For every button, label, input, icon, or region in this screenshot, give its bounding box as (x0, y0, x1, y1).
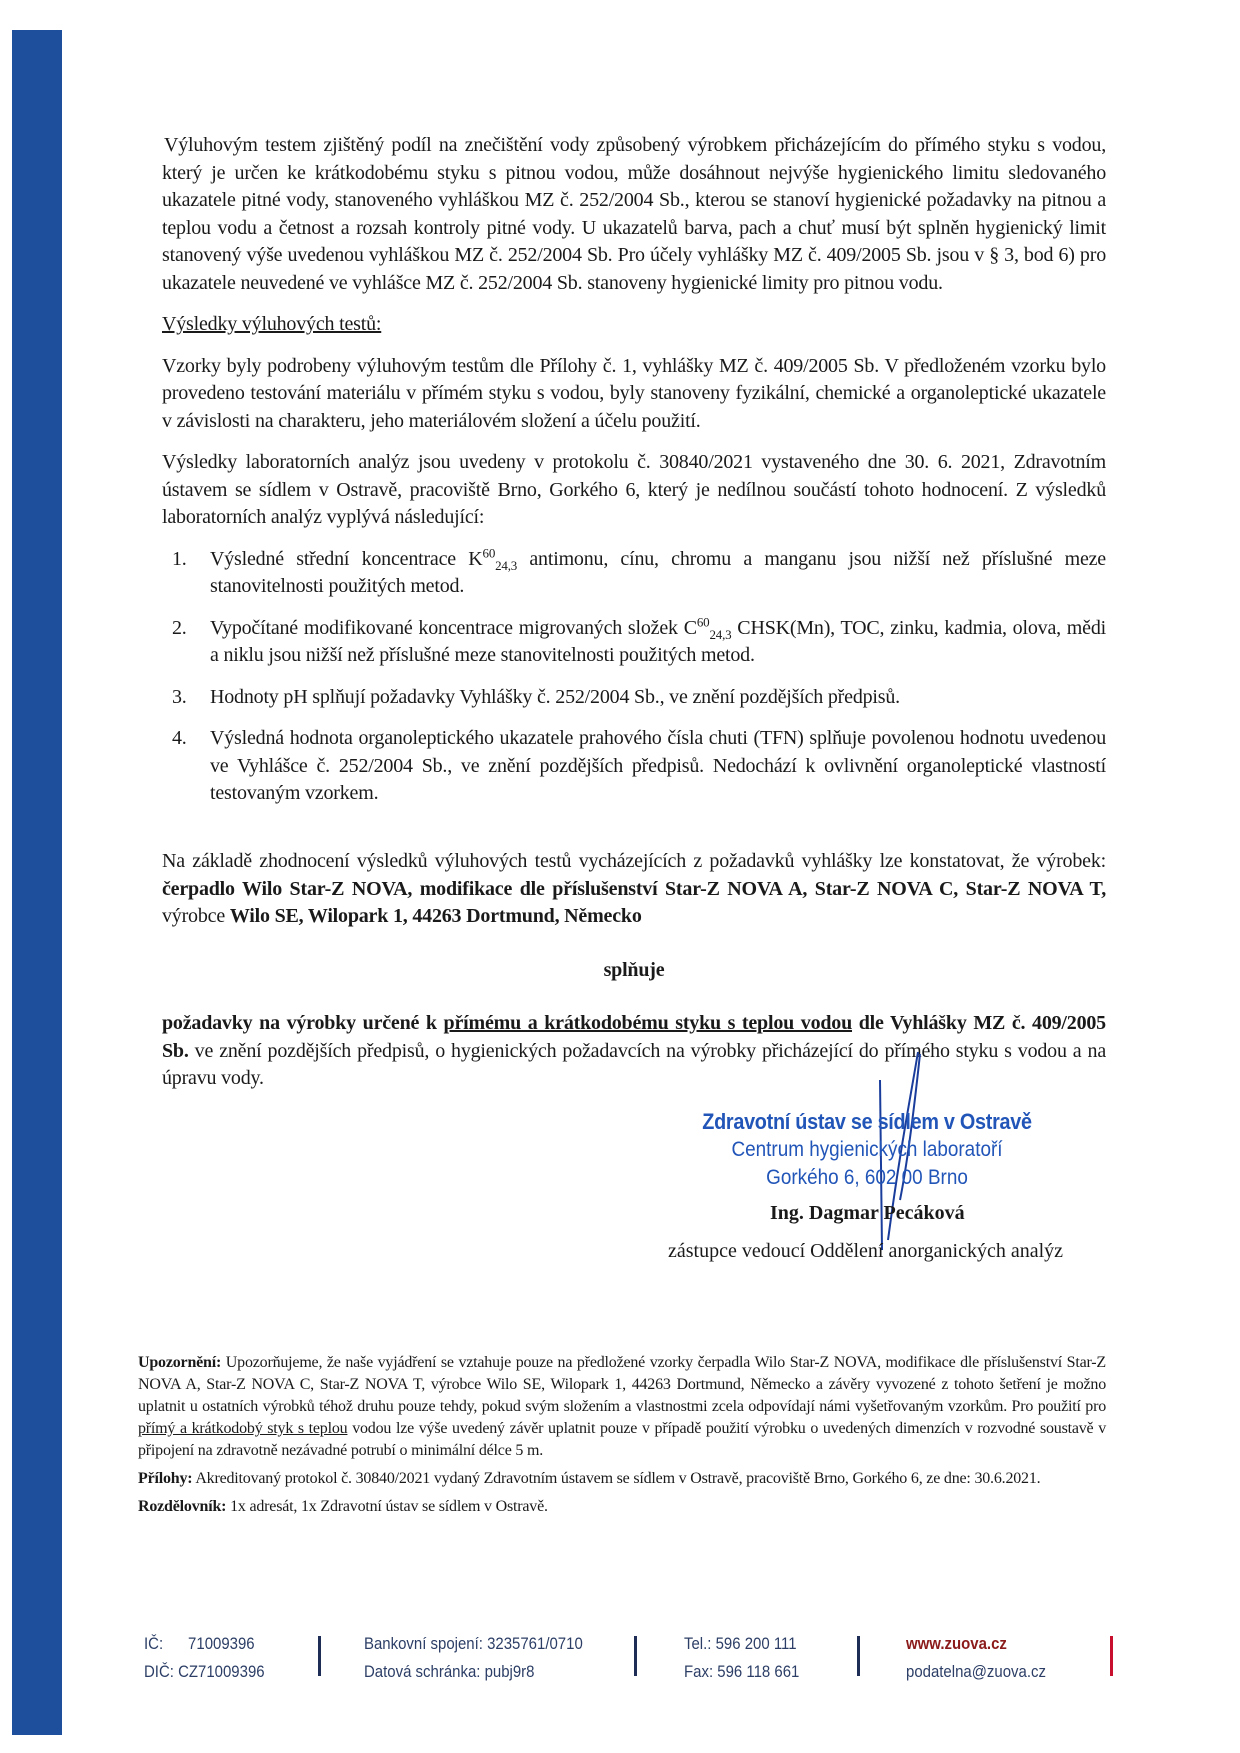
notice-paragraph: Upozornění: Upozorňujeme, že naše vyjádření se vztahuje pouze na předložené vzorky čerpadla Wilo Star-Z NOVA, modifikace dle příslušenství Star-Z NOVA A, Star-Z NOVA C, Star-Z NOVA T, výrobce Wilo SE, Wilopark 1, 44263 Dortmund, Německo a závěry vyvozené z tohoto šetření je možno uplatnit u ostatních výrobků téhož druhu pouze tehdy, pokud svým složením a vlastnostmi zcela odpovídají námi vyšetřovaným vzorkům. Pro použití pro přímý a krátkodobý styk s teplou vodou lze výše uvedený závěr uplatnit pouze v případě použití výrobku o uvedených dimenzích v rozvodné soustavě v připojení na zdravotně nezávadné potrubí o minimální délce 5 m. (138, 1354, 1107, 1459)
footer-ids: IČ: 71009396 DIČ: CZ71009396 (144, 1634, 265, 1681)
signer-role: zástupce vedoucí Oddělení anorganických analýz (668, 1240, 1064, 1262)
requirements-paragraph: požadavky na výrobky určené k přímému a krátkodobému styku s teplou vodou dle Vyhlášky MZ č. 409/2005 Sb. ve znění pozdějších předpisů, o hygienických požadavcích na výrobky přicházející do přímého styku s vodou a na úpravu vody. (162, 1012, 1106, 1089)
email-link[interactable]: podatelna@zuova.cz (906, 1662, 1046, 1681)
left-color-band (12, 30, 62, 1735)
findings-list (162, 546, 1106, 808)
footer-divider (634, 1636, 637, 1676)
distribution: Rozdělovník: 1x adresát, 1x Zdravotní ústav se sídlem v Ostravě. (138, 1498, 548, 1515)
footer-divider (857, 1636, 860, 1676)
website-link[interactable]: www.zuova.cz (906, 1634, 1007, 1653)
attachments: Přílohy: Akreditovaný protokol č. 30840/2021 vydaný Zdravotním ústavem se sídlem v Ostravě, pracoviště Brno, Gorkého 6, ze dne: 30.6.2021. (138, 1470, 1041, 1487)
finding-item: 4. Výsledná hodnota organoleptického ukazatele prahového čísla chuti (TFN) splňuje povolenou hodnotu uvedenou ve Vyhlášce č. 252/2004 Sb., ve znění pozdějších předpisů. Nedochází k ovlivnění organoleptické vlastností testovaným vzorkem. (172, 727, 1106, 804)
conclusion-paragraph: Na základě zhodnocení výsledků výluhových testů vycházejících z požadavků vyhlášky lze konstatovat, že výrobek: čerpadlo Wilo Star-Z NOVA, modifikace dle příslušenství Star-Z NOVA A, Star-Z NOVA C, Star-Z NOVA T, výrobce Wilo SE, Wilopark 1, 44263 Dortmund, Německo (162, 850, 1106, 927)
results-heading: Výsledky výluhových testů: (162, 313, 382, 335)
intro-section (162, 132, 1106, 822)
notice-section (138, 1352, 1106, 1524)
footer-red-mark (1110, 1636, 1113, 1676)
footer-phone: Tel.: 596 200 111 Fax: 596 118 661 (684, 1634, 800, 1681)
footer-divider (318, 1636, 321, 1676)
results-paragraph: Výsledky laboratorních analýz jsou uvedeny v protokolu č. 30840/2021 vystaveného dne 30. 6. 2021, Zdravotním ústavem se sídlem v Ostravě, pracoviště Brno, Gorkého 6, který je nedílnou součástí tohoto hodnocení. Z výsledků laboratorních analýz vyplývá následující: (162, 451, 1106, 528)
finding-item: 2. Vypočítané modifikované koncentrace migrovaných složek $C^{60}_{24,3}$ CHSK(Mn), TOC, zinku, kadmia, olova, mědi a niklu jsou nižší než příslušné meze stanovitelnosti použitých metod. (172, 613, 1106, 666)
results-paragraph: Vzorky byly podrobeny výluhovým testům dle Přílohy č. 1, vyhlášky MZ č. 409/2005 Sb. V předloženém vzorku bylo provedeno testování materiálu v přímém styku s vodou, byly stanoveny fyzikální, chemické a organoleptické ukazatele v závislosti na charakteru, jeho materiálovém složení a účelu použití. (162, 354, 1106, 432)
finding-item: 1. Výsledné střední koncentrace $K^{60}_{24,3}$ antimonu, cínu, chromu a manganu jsou nižší než příslušné meze stanovitelnosti použitých metod. (172, 544, 1106, 597)
signer-name: Ing. Dagmar Pecáková (770, 1202, 965, 1224)
verdict: splňuje (603, 958, 665, 981)
footer-bank: Bankovní spojení: 3235761/0710 Datová schránka: pubj9r8 (364, 1634, 583, 1681)
footer-web (906, 1630, 1046, 1686)
conclusion-section (162, 848, 1106, 1093)
institution-stamp: Zdravotní ústav se sídlem v Ostravě Centrum hygienických laboratoří Gorkého 6, 602 00 Brno (702, 1109, 1032, 1189)
intro-paragraph: Výluhovým testem zjištěný podíl na znečištění vody způsobený výrobkem přicházejícím do přímého styku s vodou, který je určen ke krátkodobému styku s pitnou vodou, může dosáhnout nejvýše hygienického limitu sledovaného ukazatele pitné vody, stanoveného vyhláškou MZ č. 252/2004 Sb., kterou se stanoví hygienické požadavky na pitnou a teplou vodu a četnost a rozsah kontroly pitné vody. U ukazatelů barva, pach a chuť musí být splněn hygienický limit stanovený výše uvedenou vyhláškou MZ č. 252/2004 Sb. Pro účely vyhlášky MZ č. 409/2005 Sb. jsou v § 3, bod 6) pro ukazatele neuvedené ve vyhlášce MZ č. 252/2004 Sb. stanoveny hygienické limity pro pitnou vodu. (162, 134, 1106, 294)
finding-item: 3. Hodnoty pH splňují požadavky Vyhlášky č. 252/2004 Sb., ve znění pozdějších předpisů. (172, 685, 900, 708)
